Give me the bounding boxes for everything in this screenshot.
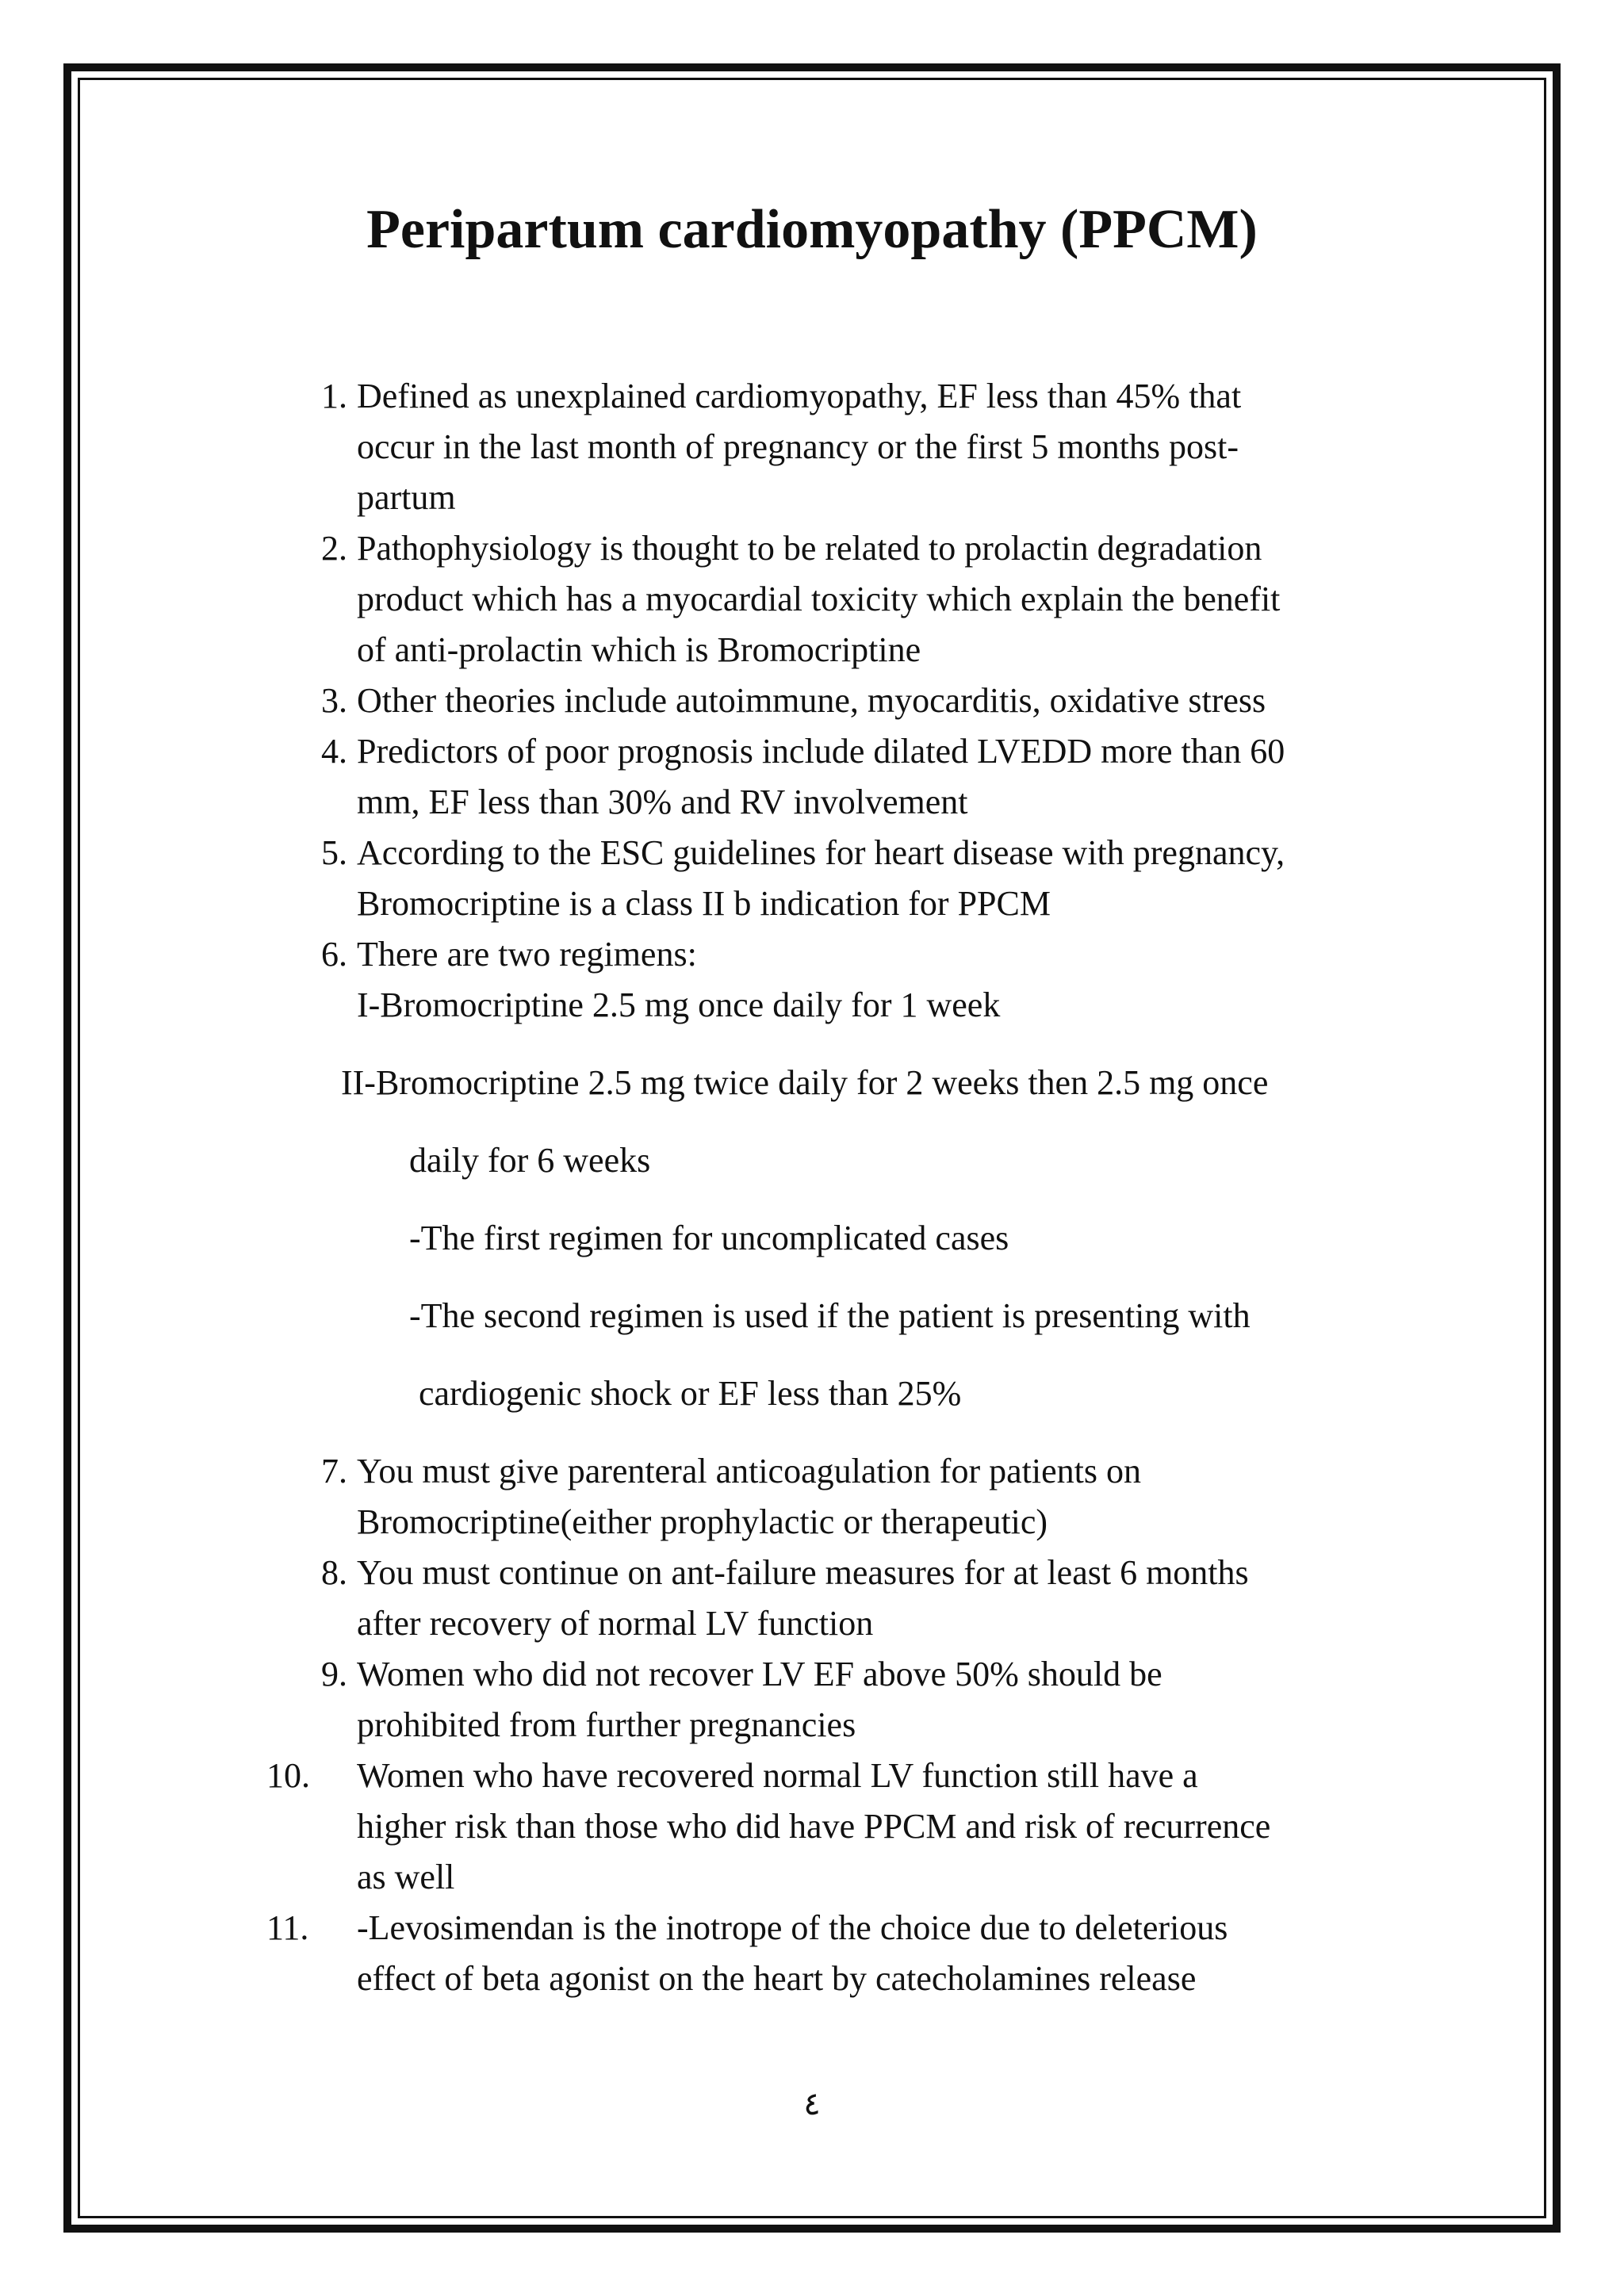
list-item-text: Women who have recovered normal LV function still have a	[357, 1756, 1198, 1795]
list-item-text: Women who did not recover LV EF above 50% should be	[357, 1655, 1162, 1693]
list-number: 2.	[321, 529, 347, 568]
list-item-text: Pathophysiology is thought to be related to prolactin degradation	[357, 529, 1262, 568]
regimen-line: daily for 6 weeks	[409, 1141, 651, 1180]
list-item-text: I-Bromocriptine 2.5 mg once daily for 1 week	[357, 985, 1001, 1024]
page-title: Peripartum cardiomyopathy (PPCM)	[366, 199, 1258, 260]
regimen-line: II-Bromocriptine 2.5 mg twice daily for 2 weeks then 2.5 mg once	[341, 1063, 1269, 1102]
list-number: 4.	[321, 732, 347, 771]
list-item-text: You must continue on ant-failure measures for at least 6 months	[357, 1553, 1249, 1592]
list-number: 3.	[321, 681, 347, 720]
list-number: 10.	[266, 1756, 310, 1795]
list-number: 1.	[321, 377, 347, 415]
list-item-text: Other theories include autoimmune, myocarditis, oxidative stress	[357, 681, 1266, 720]
list-item-text: of anti-prolactin which is Bromocriptine	[357, 630, 921, 669]
list-number: 6.	[321, 935, 347, 974]
list-item-text: Predictors of poor prognosis include dilated LVEDD more than 60	[357, 732, 1285, 771]
list-number: 8.	[321, 1553, 347, 1592]
list-number: 9.	[321, 1655, 347, 1693]
list-item-text: after recovery of normal LV function	[357, 1604, 874, 1643]
regimen-line: -The second regimen is used if the patient is presenting with	[409, 1296, 1251, 1335]
list-item-text: Defined as unexplained cardiomyopathy, EF less than 45% that	[357, 377, 1242, 415]
list-item-text: You must give parenteral anticoagulation for patients on	[357, 1452, 1141, 1490]
list-item-text: There are two regimens:	[357, 935, 697, 974]
list-number: 7.	[321, 1452, 347, 1490]
list-item-text: as well	[357, 1858, 455, 1896]
list-item-text: mm, EF less than 30% and RV involvement	[357, 783, 968, 821]
list-item-text: partum	[357, 478, 456, 517]
regimen-line: cardiogenic shock or EF less than 25%	[419, 1374, 962, 1413]
list-item-text: higher risk than those who did have PPCM and risk of recurrence	[357, 1807, 1271, 1846]
list-item-text: product which has a myocardial toxicity which explain the benefit	[357, 580, 1281, 618]
list-item-text: occur in the last month of pregnancy or the first 5 months post-	[357, 427, 1239, 466]
list-item-text: effect of beta agonist on the heart by catecholamines release	[357, 1959, 1197, 1998]
page-number: ٤	[803, 2086, 821, 2122]
list-number: 5.	[321, 833, 347, 872]
list-item-text: prohibited from further pregnancies	[357, 1705, 856, 1744]
list-number: 11.	[266, 1908, 309, 1947]
list-item-text: According to the ESC guidelines for heart disease with pregnancy,	[357, 833, 1285, 872]
list-item-text: Bromocriptine(either prophylactic or therapeutic)	[357, 1502, 1048, 1541]
regimen-line: -The first regimen for uncomplicated cases	[409, 1219, 1009, 1257]
list-item-text: Bromocriptine is a class II b indication for PPCM	[357, 884, 1051, 923]
list-item-text: -Levosimendan is the inotrope of the choice due to deleterious	[357, 1908, 1228, 1947]
